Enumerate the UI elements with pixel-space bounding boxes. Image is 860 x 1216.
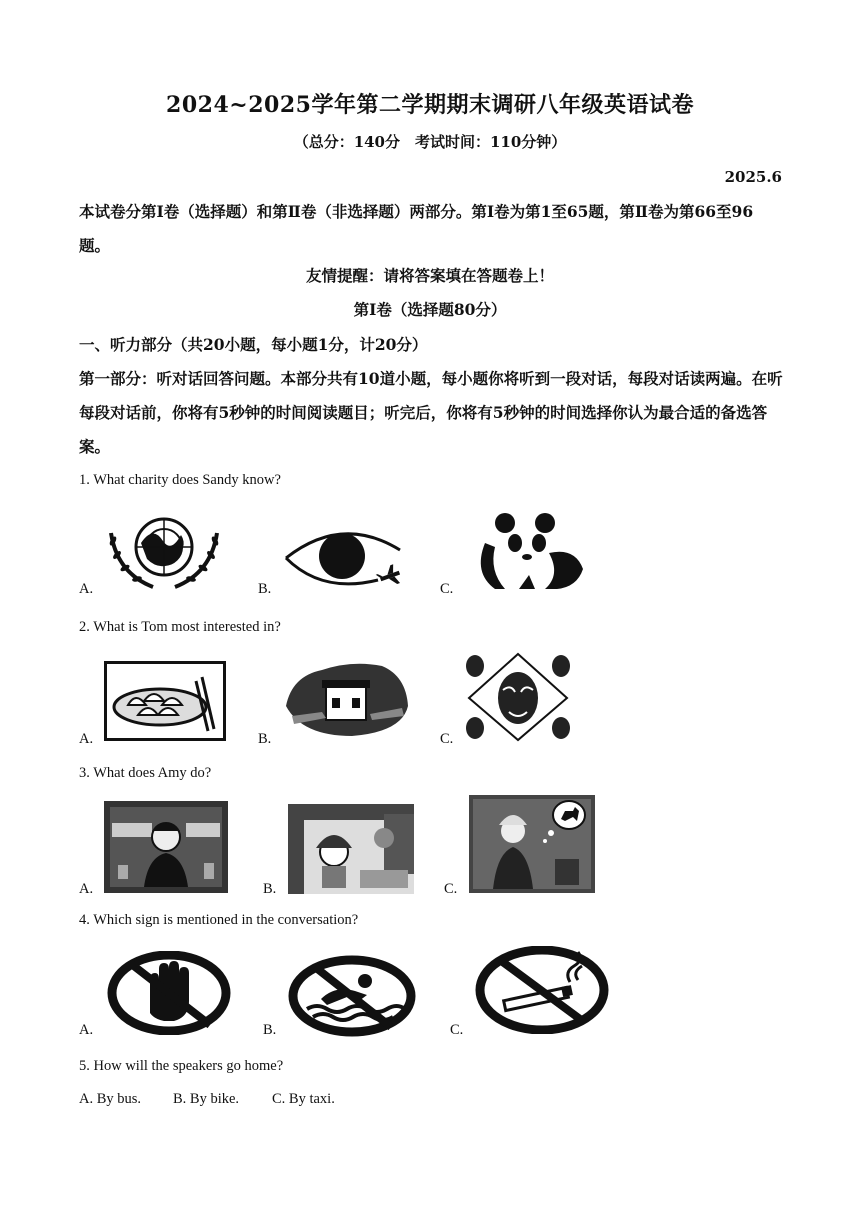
no-swimming-sign-icon (287, 955, 417, 1037)
question-4-option-b[interactable]: B. (263, 1022, 277, 1038)
no-smoking-sign-icon (474, 946, 610, 1034)
no-touching-sign-icon (106, 951, 232, 1035)
question-4-stem: 4. Which sign is mentioned in the conversation? (79, 912, 359, 928)
question-3-option-b[interactable]: B. (263, 881, 277, 897)
volume-one-heading: 第Ⅰ卷（选择题80分） (353, 300, 507, 319)
dumplings-picture (104, 661, 226, 741)
exam-title: 2024~2025学年第二学期期末调研八年级英语试卷 (166, 92, 694, 118)
question-3-option-a[interactable]: A. (79, 881, 94, 897)
question-4-option-c[interactable]: C. (450, 1022, 464, 1038)
listening-heading: 一、听力部分（共20小题，每小题1分，计20分） (79, 335, 428, 354)
question-3-option-c[interactable]: C. (444, 881, 458, 897)
question-1-stem: 1. What charity does Sandy know? (79, 472, 281, 488)
question-1-option-c[interactable]: C. (440, 581, 454, 597)
question-5-option-a[interactable]: A. By bus. (79, 1091, 142, 1107)
opera-masks-picture (463, 652, 573, 742)
question-2-option-b[interactable]: B. (258, 731, 272, 747)
dog-owner-picture (469, 795, 595, 893)
great-wall-picture (282, 656, 412, 740)
question-5-option-c[interactable]: C. By taxi. (272, 1091, 335, 1107)
tv-host-picture (104, 801, 228, 893)
exam-subtitle: （总分：140分 考试时间：110分钟） (293, 133, 567, 151)
question-2-option-c[interactable]: C. (440, 731, 454, 747)
cartoon-picture (288, 804, 414, 894)
part-one-instructions: 第一部分：听对话回答问题。本部分共有10道小题，每小题你将听到一段对话，每段对话读两遍。在听每段对话前，你将有5秒钟的时间阅读题目；听完后，你将有5秒钟的时间选择你认为最合适的备选答案。 (79, 369, 783, 456)
un-emblem-icon (103, 513, 225, 593)
question-1-option-a[interactable]: A. (79, 581, 94, 597)
panda-logo-icon (465, 513, 587, 593)
question-3-stem: 3. What does Amy do? (79, 765, 212, 781)
question-5-option-b[interactable]: B. By bike. (173, 1091, 240, 1107)
intro-paragraph: 本试卷分第Ⅰ卷（选择题）和第Ⅱ卷（非选择题）两部分。第Ⅰ卷为第1至65题，第Ⅱ卷为第66至96题。 (79, 202, 754, 255)
question-2-option-a[interactable]: A. (79, 731, 94, 747)
question-4-option-a[interactable]: A. (79, 1022, 94, 1038)
question-2-stem: 2. What is Tom most interested in? (79, 619, 281, 635)
exam-date: 2025.6 (724, 168, 782, 186)
question-5-stem: 5. How will the speakers go home? (79, 1058, 284, 1074)
eye-airplane-logo-icon (282, 520, 412, 590)
question-1-option-b[interactable]: B. (258, 581, 272, 597)
reminder: 友情提醒：请将答案填在答题卷上！ (305, 266, 554, 285)
